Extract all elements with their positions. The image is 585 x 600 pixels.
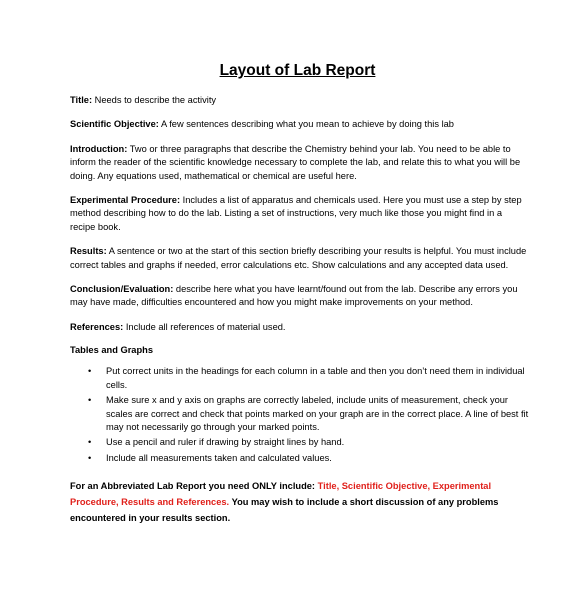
tables-graphs-list xyxy=(70,365,529,465)
section-text: Two or three paragraphs that describe the Chemistry behind your lab. You need to be able to inform the reader of the scientific knowledge necessary to complete the lab, and relate this to what you will be doing. Any equations used, mathematical or chemical are useful here. xyxy=(70,143,521,181)
section-experimental-procedure xyxy=(70,194,529,234)
page-title: Layout of Lab Report xyxy=(219,62,376,79)
bullet-icon: • xyxy=(88,395,92,406)
bullet-icon: • xyxy=(88,437,92,448)
section-text: Includes a list of apparatus and chemicals used. Here you must use a step by step method describing how to do the lab. Listing a set of instructions, very much like those you might find in a recipe book. xyxy=(70,195,522,232)
bullet-icon: • xyxy=(88,366,92,377)
list-item xyxy=(70,436,529,449)
list-item-text: Put correct units in the headings for each column in a table and then you don’t need them in individual cells. xyxy=(106,366,525,390)
list-item-text: Include all measurements taken and calculated values. xyxy=(106,452,332,463)
list-item-text: Make sure x and y axis on graphs are correctly labeled, include units of measurement, check your scales are correct and check that points marked on your graph are in the correct place. A line of best fit may not necessarily go through your marked points. xyxy=(106,395,529,432)
section-label: Title: xyxy=(70,95,93,105)
section-scientific-objective xyxy=(70,118,529,131)
abbreviated-report-note xyxy=(70,478,529,526)
section-text: Include all references of material used. xyxy=(123,321,286,332)
section-text: describe here what you have learnt/found out from the lab. Describe any errors you may have made, difficulties encountered and how you might make improvements on your method. xyxy=(70,284,518,308)
section-introduction xyxy=(70,143,529,183)
section-conclusion-evaluation xyxy=(70,283,529,310)
list-item xyxy=(70,394,529,434)
abbreviated-prefix: For an Abbreviated Lab Report you need ONLY include: xyxy=(70,481,318,492)
section-label: Scientific Objective: xyxy=(70,119,159,130)
list-item-text: Use a pencil and ruler if drawing by straight lines by hand. xyxy=(106,437,345,448)
section-text: A sentence or two at the start of this section briefly describing your results is helpful. You must include correct tables and graphs if needed, error calculations etc. Show calculations and any accepted data used. xyxy=(70,246,527,270)
abbreviated-highlight: Title, Scientific Objective, Experimental Procedure, Results and References. xyxy=(70,481,492,508)
section-references xyxy=(70,321,529,334)
section-label: Experimental Procedure: xyxy=(70,195,181,206)
section-label: References: xyxy=(70,321,124,332)
list-item xyxy=(70,452,529,465)
tables-graphs-heading: Tables and Graphs xyxy=(70,345,154,356)
section-results xyxy=(70,245,529,272)
list-item xyxy=(70,365,529,392)
bullet-icon: • xyxy=(88,452,92,463)
section-label: Introduction: xyxy=(70,143,128,154)
section-title xyxy=(70,94,529,107)
section-label: Results: xyxy=(70,246,107,257)
section-text: A few sentences describing what you mean to achieve by doing this lab xyxy=(158,119,454,130)
section-text: Needs to describe the activity xyxy=(92,95,217,105)
section-label: Conclusion/Evaluation: xyxy=(70,284,174,295)
abbreviated-suffix: You may wish to include a short discussion of any problems encountered in your results section. xyxy=(70,497,499,524)
